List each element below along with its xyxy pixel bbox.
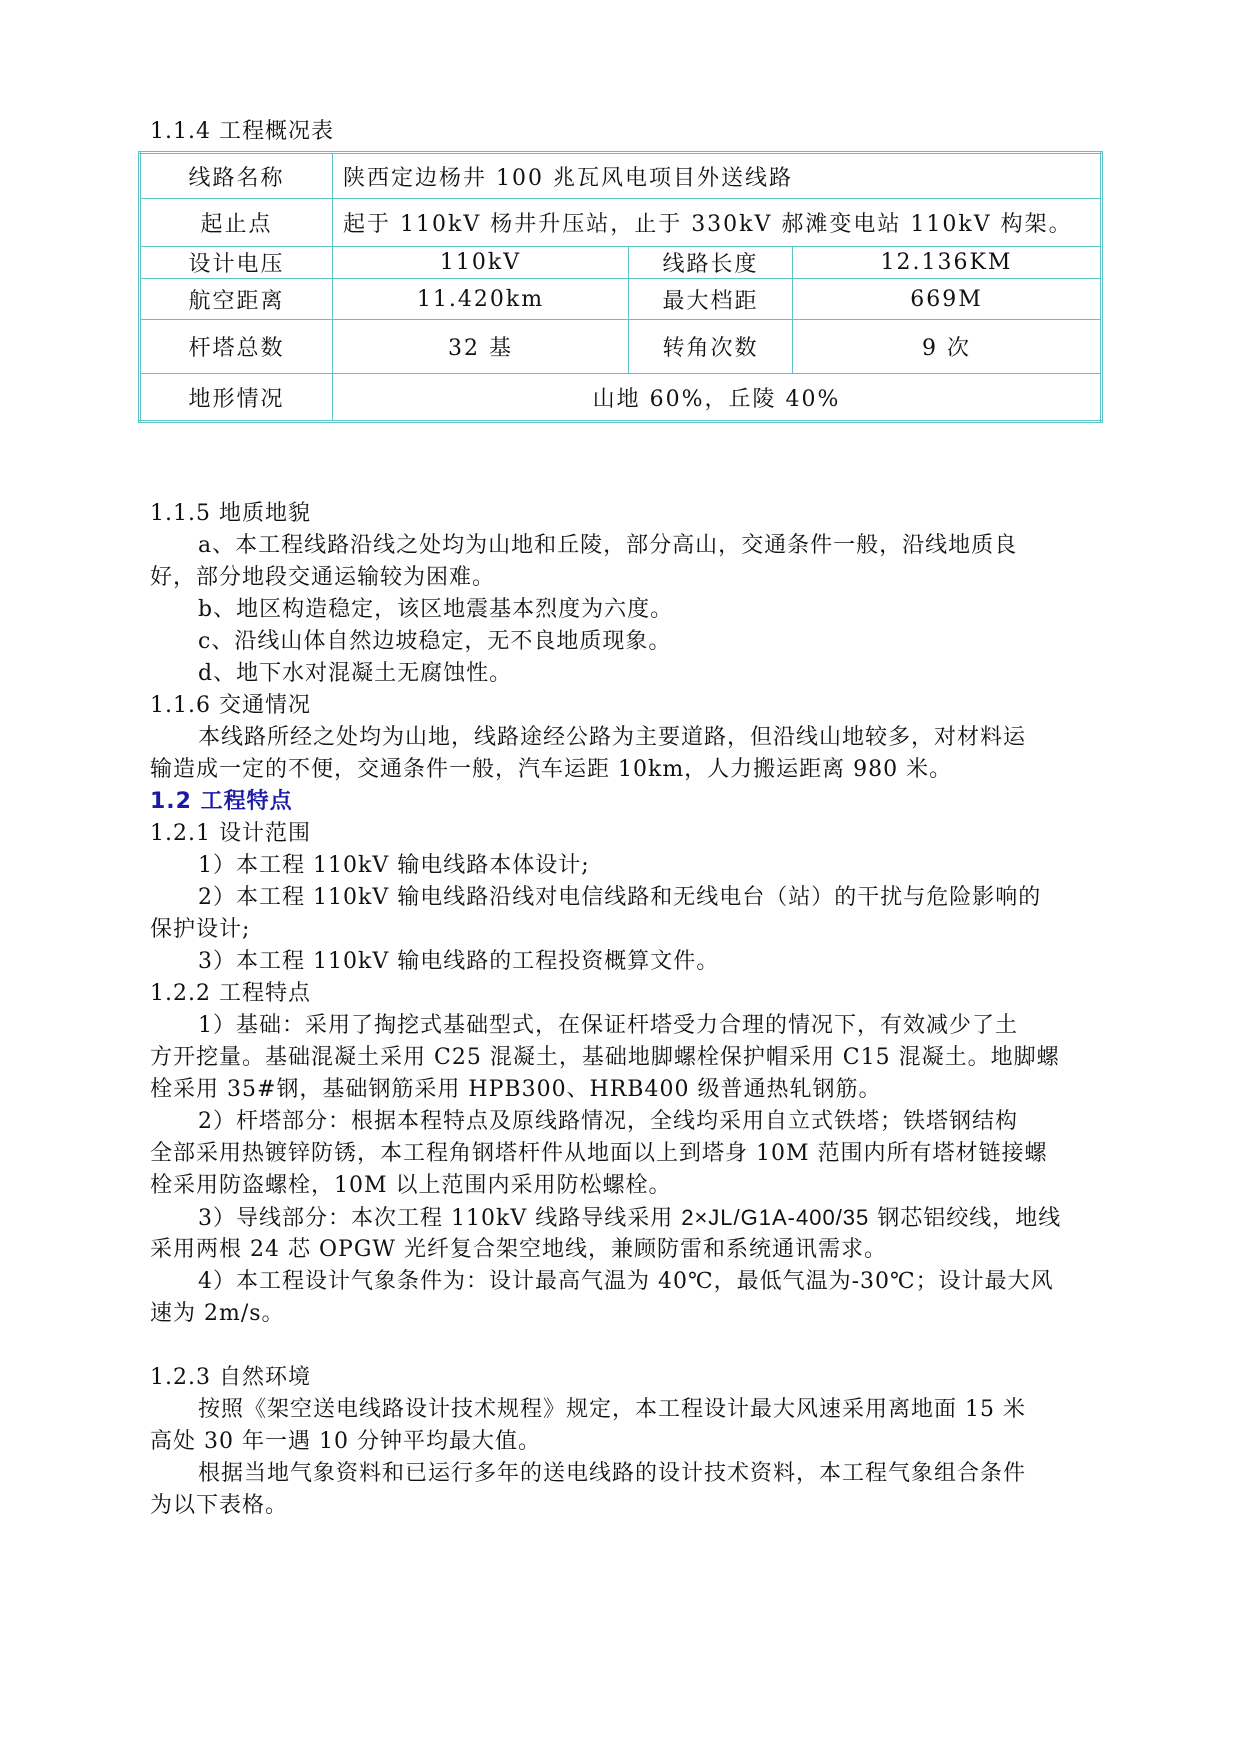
table-label: 线路名称 — [140, 153, 333, 199]
paragraph-line: 按照《架空送电线路设计技术规程》规定，本工程设计最大风速采用离地面 15 米 — [198, 1397, 1026, 1422]
section-title-1-2-3: 1.2.3 自然环境 — [150, 1365, 311, 1390]
table-label: 起止点 — [140, 199, 333, 247]
section-heading-1-2: 1.2 工程特点 — [150, 789, 293, 814]
list-item: 2）本工程 110kV 输电线路沿线对电信线路和无线电台（站）的干扰与危险影响的 — [198, 885, 1042, 910]
paragraph-line: 输造成一定的不便，交通条件一般，汽车运距 10km，人力搬运距离 980 米。 — [150, 757, 953, 782]
paragraph-line: 栓采用防盗螺栓，10M 以上范围内采用防松螺栓。 — [150, 1173, 672, 1198]
table-value: 12.136KM — [793, 247, 1102, 279]
paragraph-line: 方开挖量。基础混凝土采用 C25 混凝土，基础地脚螺栓保护帽采用 C15 混凝土。地脚螺 — [150, 1045, 1060, 1070]
paragraph-line: 本线路所经之处均为山地，线路途经公路为主要道路，但沿线山地较多，对材料运 — [198, 725, 1027, 750]
paragraph-line: 4）本工程设计气象条件为：设计最高气温为 40℃，最低气温为-30℃；设计最大风 — [198, 1269, 1054, 1294]
table-label: 线路长度 — [629, 247, 793, 279]
table-value: 起于 110kV 杨井升压站，止于 330kV 郝滩变电站 110kV 构架。 — [333, 199, 1102, 247]
paragraph-line: 保护设计; — [150, 917, 251, 942]
paragraph-line: 速为 2m/s。 — [150, 1301, 285, 1326]
table-value: 32 基 — [333, 320, 629, 374]
table-value: 669M — [793, 279, 1102, 320]
paragraph-line: 2）杆塔部分：根据本程特点及原线路情况，全线均采用自立式铁塔；铁塔钢结构 — [198, 1109, 1018, 1134]
list-item: 1）本工程 110kV 输电线路本体设计; — [198, 853, 590, 878]
table-row — [140, 199, 1102, 247]
table-value: 山地 60%，丘陵 40% — [333, 374, 1102, 422]
table-row — [140, 320, 1102, 374]
conductor-spec: 2×JL/G1A-400/35 — [681, 1205, 870, 1230]
paragraph-line: 1）基础：采用了掏挖式基础型式，在保证杆塔受力合理的情况下，有效减少了土 — [198, 1013, 1018, 1038]
table-label: 转角次数 — [629, 320, 793, 374]
section-title-1-1-5: 1.1.5 地质地貌 — [150, 501, 311, 526]
paragraph-line: 栓采用 35#钢，基础钢筋采用 HPB300、HRB400 级普通热轧钢筋。 — [150, 1077, 882, 1102]
paragraph-line: a、本工程线路沿线之处均为山地和丘陵，部分高山，交通条件一般，沿线地质良 — [198, 533, 1018, 558]
project-overview-table — [138, 151, 1103, 423]
table-value: 陕西定边杨井 100 兆瓦风电项目外送线路 — [333, 153, 1102, 199]
table-value: 9 次 — [793, 320, 1102, 374]
table-label: 设计电压 — [140, 247, 333, 279]
paragraph-line: c、沿线山体自然边坡稳定，无不良地质现象。 — [198, 629, 672, 654]
table-label: 杆塔总数 — [140, 320, 333, 374]
text-run: 3）导线部分：本次工程 110kV 线路导线采用 — [198, 1206, 682, 1231]
paragraph-line: 根据当地气象资料和已运行多年的送电线路的设计技术资料，本工程气象组合条件 — [198, 1461, 1027, 1486]
table-row — [140, 279, 1102, 320]
table-label: 最大档距 — [629, 279, 793, 320]
section-title-1-1-6: 1.1.6 交通情况 — [150, 693, 311, 718]
paragraph-line: 采用两根 24 芯 OPGW 光纤复合架空地线，兼顾防雷和系统通讯需求。 — [150, 1237, 887, 1262]
paragraph-line: 高处 30 年一遇 10 分钟平均最大值。 — [150, 1429, 541, 1454]
text-run: 钢芯铝绞线，地线 — [869, 1206, 1062, 1231]
paragraph-line: 为以下表格。 — [150, 1493, 289, 1518]
table-row — [140, 247, 1102, 279]
table-label: 航空距离 — [140, 279, 333, 320]
section-title-1-2-1: 1.2.1 设计范围 — [150, 821, 311, 846]
section-title-1-2-2: 1.2.2 工程特点 — [150, 981, 311, 1006]
table-row — [140, 374, 1102, 422]
paragraph-line: d、地下水对混凝土无腐蚀性。 — [198, 661, 513, 686]
paragraph-line: 好，部分地段交通运输较为困难。 — [150, 565, 496, 590]
table-row — [140, 153, 1102, 199]
paragraph-line: 全部采用热镀锌防锈，本工程角钢塔杆件从地面以上到塔身 10M 范围内所有塔材链接螺 — [150, 1141, 1048, 1166]
table-value: 11.420km — [333, 279, 629, 320]
section-title-1-1-4: 1.1.4 工程概况表 — [150, 119, 334, 144]
table-value: 110kV — [333, 247, 629, 279]
paragraph-line: b、地区构造稳定，该区地震基本烈度为六度。 — [198, 597, 674, 622]
list-item: 3）本工程 110kV 输电线路的工程投资概算文件。 — [198, 949, 720, 974]
table-label: 地形情况 — [140, 374, 333, 422]
paragraph-line — [198, 1203, 1061, 1234]
